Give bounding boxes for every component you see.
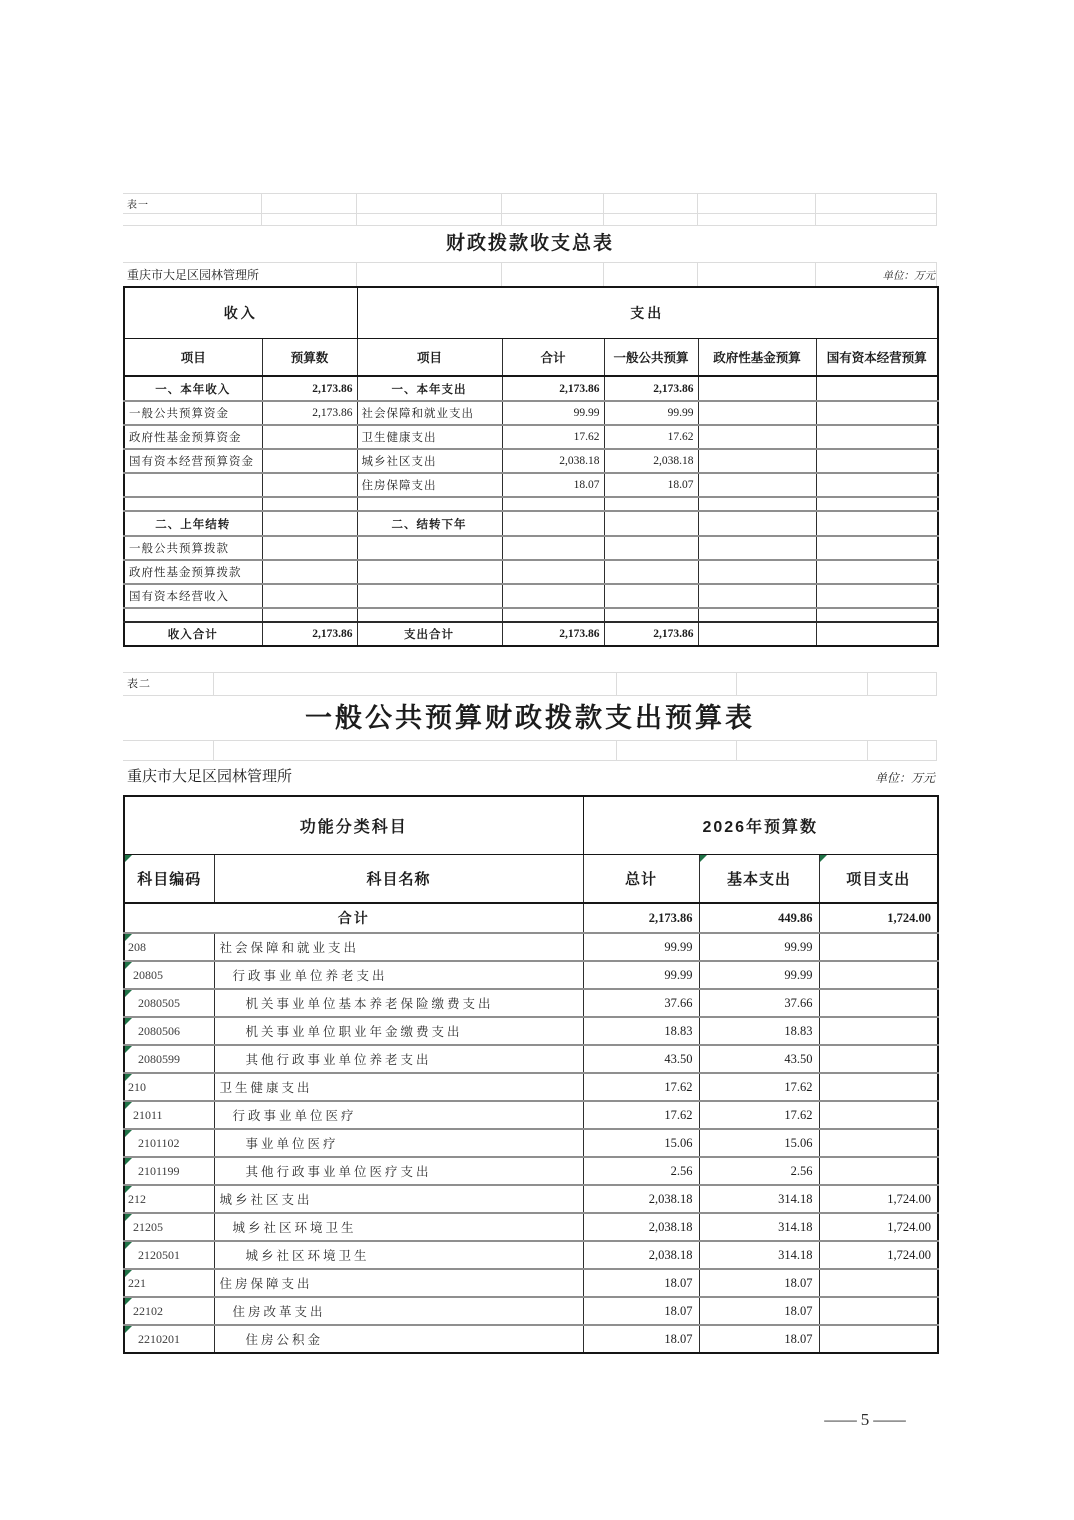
table-row: [124, 1269, 938, 1297]
gridline: [261, 193, 262, 225]
subject-code-cell: 221: [124, 1269, 214, 1297]
gridline: [616, 740, 617, 760]
error-indicator-icon: [700, 855, 707, 862]
subject-name-cell: 其他行政事业单位医疗支出: [214, 1157, 583, 1185]
amount-cell: [262, 584, 357, 608]
amount-cell: 2,038.18: [583, 1241, 699, 1269]
error-indicator-icon: [125, 1018, 132, 1025]
gridline: [501, 193, 502, 225]
col-header-project-expense: [819, 855, 938, 904]
subject-code-cell: 210: [124, 1073, 214, 1101]
error-indicator-icon: [125, 855, 132, 862]
amount-cell: 2.56: [699, 1157, 819, 1185]
table-row: [124, 401, 938, 425]
amount-cell: 15.06: [699, 1129, 819, 1157]
error-indicator-icon: [820, 855, 827, 862]
table-row: [124, 497, 938, 511]
table2-title: 一般公共预算财政拨款支出预算表: [305, 703, 755, 733]
amount-cell: [819, 1101, 938, 1129]
amount-cell: [816, 584, 938, 608]
subject-code-cell: 21011: [124, 1101, 214, 1129]
gridline: [736, 740, 737, 760]
amount-cell: [604, 584, 698, 608]
subject-code-cell: 20805: [124, 961, 214, 989]
subject-name-cell: 住房公积金: [214, 1325, 583, 1353]
amount-cell: 314.18: [699, 1241, 819, 1269]
amount-cell: 2,038.18: [583, 1185, 699, 1213]
amount-cell: [819, 933, 938, 961]
amount-cell: [502, 511, 604, 536]
grand-total-row: [124, 903, 938, 933]
table-group-header-row: [124, 287, 938, 339]
gridline: [867, 740, 868, 760]
amount-cell: [604, 511, 698, 536]
amount-cell: 17.62: [502, 425, 604, 449]
amount-cell: [819, 1157, 938, 1185]
subject-name-cell: 行政事业单位养老支出: [214, 961, 583, 989]
amount-cell: 99.99: [583, 961, 699, 989]
item-cell: 一般公共预算资金: [124, 401, 262, 425]
item-cell: [357, 584, 502, 608]
item-cell: 住房保障支出: [357, 473, 502, 497]
amount-cell: [502, 560, 604, 584]
amount-cell: [819, 1129, 938, 1157]
table-header-row: [124, 855, 938, 904]
subject-code-cell: 22102: [124, 1297, 214, 1325]
amount-cell: [502, 608, 604, 622]
gridline: [501, 262, 502, 286]
subject-name-cell: 卫生健康支出: [214, 1073, 583, 1101]
gridline: [697, 193, 698, 225]
item-cell: 一般公共预算拨款: [124, 536, 262, 560]
table-row: [124, 425, 938, 449]
col-header-total: [583, 855, 699, 904]
amount-cell: [819, 1017, 938, 1045]
gridline: [123, 740, 937, 741]
subject-name-cell: 其他行政事业单位养老支出: [214, 1045, 583, 1073]
amount-cell: 18.07: [699, 1269, 819, 1297]
amount-cell: [816, 401, 938, 425]
gridline: [603, 262, 604, 286]
error-indicator-icon: [125, 1298, 132, 1305]
public-budget-expenditure-table: [123, 795, 939, 1354]
gridline: [936, 740, 937, 760]
error-indicator-icon: [125, 1186, 132, 1193]
error-indicator-icon: [125, 934, 132, 941]
amount-cell: 2,173.86: [502, 376, 604, 401]
table-row: [124, 608, 938, 622]
col-header-total: 合计: [502, 339, 604, 377]
table-row: [124, 1325, 938, 1353]
amount-cell: [262, 425, 357, 449]
amount-cell: 2,173.86: [604, 376, 698, 401]
header-label: 基本支出: [727, 871, 792, 888]
table-row: [124, 1241, 938, 1269]
item-cell: [357, 560, 502, 584]
subject-code-cell: 2101199: [124, 1157, 214, 1185]
error-indicator-icon: [125, 1158, 132, 1165]
table1-body: [124, 376, 938, 646]
item-cell: 政府性基金预算资金: [124, 425, 262, 449]
amount-cell: 15.06: [583, 1129, 699, 1157]
amount-cell: [502, 584, 604, 608]
item-cell: [124, 473, 262, 497]
item-cell: 城乡社区支出: [357, 449, 502, 473]
table-row: [124, 449, 938, 473]
gridline: [123, 225, 937, 226]
amount-cell: 18.07: [604, 473, 698, 497]
amount-cell: 18.07: [699, 1325, 819, 1353]
table-row: [124, 511, 938, 536]
table2-tag: 表二: [127, 678, 151, 690]
footer-page-value: 5: [860, 1410, 870, 1429]
amount-cell: 1,724.00: [819, 903, 938, 933]
amount-cell: [698, 449, 816, 473]
amount-cell: [502, 497, 604, 511]
error-indicator-icon: [125, 1242, 132, 1249]
amount-cell: 18.07: [502, 473, 604, 497]
amount-cell: 2,173.86: [502, 622, 604, 646]
amount-cell: 2,038.18: [502, 449, 604, 473]
amount-cell: [604, 608, 698, 622]
gridline: [936, 193, 937, 225]
amount-cell: 43.50: [583, 1045, 699, 1073]
amount-cell: [816, 497, 938, 511]
amount-cell: [262, 608, 357, 622]
budget-year-group-header: 2026年预算数: [583, 796, 938, 855]
header-label: 科目编码: [137, 871, 202, 888]
amount-cell: 18.07: [583, 1297, 699, 1325]
amount-cell: [698, 401, 816, 425]
footer-dash-left: —: [824, 1410, 857, 1429]
amount-cell: 99.99: [604, 401, 698, 425]
subject-code-cell: 2210201: [124, 1325, 214, 1353]
table-row: [124, 536, 938, 560]
amount-cell: [698, 511, 816, 536]
error-indicator-icon: [125, 1074, 132, 1081]
table-row: [124, 1185, 938, 1213]
amount-cell: 18.83: [699, 1017, 819, 1045]
table-row: [124, 1017, 938, 1045]
amount-cell: [262, 473, 357, 497]
amount-cell: [604, 536, 698, 560]
table-row: [124, 933, 938, 961]
table-row: [124, 584, 938, 608]
item-cell: 收入合计: [124, 622, 262, 646]
item-cell: 卫生健康支出: [357, 425, 502, 449]
amount-cell: 37.66: [699, 989, 819, 1017]
amount-cell: [698, 497, 816, 511]
amount-cell: [816, 560, 938, 584]
error-indicator-icon: [125, 1102, 132, 1109]
table-row: [124, 1101, 938, 1129]
subject-code-cell: 212: [124, 1185, 214, 1213]
amount-cell: [698, 536, 816, 560]
amount-cell: 2,173.86: [583, 903, 699, 933]
gridline: [815, 262, 816, 286]
amount-cell: 1,724.00: [819, 1213, 938, 1241]
header-label: 项目支出: [846, 871, 911, 888]
col-header-gov-fund: 政府性基金预算: [698, 339, 816, 377]
amount-cell: 43.50: [699, 1045, 819, 1073]
table-row: [124, 473, 938, 497]
amount-cell: 37.66: [583, 989, 699, 1017]
amount-cell: 2,173.86: [604, 622, 698, 646]
gridline: [815, 193, 816, 225]
item-cell: 一、本年收入: [124, 376, 262, 401]
subject-name-cell: 城乡社区环境卫生: [214, 1241, 583, 1269]
table2-org-name: 重庆市大足区园林管理所: [127, 768, 293, 785]
subject-name-cell: 行政事业单位医疗: [214, 1101, 583, 1129]
subject-name-cell: 城乡社区环境卫生: [214, 1213, 583, 1241]
expense-group-header: 支出: [357, 287, 938, 339]
amount-cell: 2,173.86: [262, 376, 357, 401]
table-row: [124, 989, 938, 1017]
amount-cell: [262, 449, 357, 473]
amount-cell: 18.83: [583, 1017, 699, 1045]
amount-cell: [698, 425, 816, 449]
amount-cell: [698, 622, 816, 646]
item-cell: 政府性基金预算拨款: [124, 560, 262, 584]
gridline: [616, 672, 617, 695]
subject-name-cell: 机关事业单位职业年金缴费支出: [214, 1017, 583, 1045]
subject-code-cell: 2080599: [124, 1045, 214, 1073]
amount-cell: [816, 536, 938, 560]
gridline: [697, 262, 698, 286]
item-cell: [124, 608, 262, 622]
amount-cell: [698, 376, 816, 401]
subject-code-cell: 2120501: [124, 1241, 214, 1269]
col-header-item2: 项目: [357, 339, 502, 377]
subject-code-cell: 21205: [124, 1213, 214, 1241]
amount-cell: 17.62: [604, 425, 698, 449]
amount-cell: [816, 511, 938, 536]
table2-unit-label: 单位：万元: [874, 771, 935, 785]
subject-name-cell: 住房改革支出: [214, 1297, 583, 1325]
gridline: [213, 672, 214, 695]
table-row: [124, 1129, 938, 1157]
item-cell: 二、结转下年: [357, 511, 502, 536]
amount-cell: [819, 989, 938, 1017]
gridline: [356, 193, 357, 225]
amount-cell: [819, 1325, 938, 1353]
amount-cell: [816, 622, 938, 646]
subject-name-cell: 住房保障支出: [214, 1269, 583, 1297]
item-cell: [357, 497, 502, 511]
error-indicator-icon: [125, 1214, 132, 1221]
total-label-cell: 合计: [124, 903, 583, 933]
gridline: [867, 672, 868, 695]
amount-cell: 2,038.18: [583, 1213, 699, 1241]
table-row: [124, 1045, 938, 1073]
gridline: [936, 672, 937, 695]
amount-cell: [816, 425, 938, 449]
amount-cell: 2,038.18: [604, 449, 698, 473]
amount-cell: [698, 584, 816, 608]
header-label: 总计: [625, 871, 658, 888]
subject-code-cell: 2080506: [124, 1017, 214, 1045]
item-cell: [357, 536, 502, 560]
amount-cell: 2,173.86: [262, 622, 357, 646]
table-header-row: [124, 339, 938, 377]
gridline: [356, 262, 357, 286]
error-indicator-icon: [125, 1326, 132, 1333]
amount-cell: [262, 497, 357, 511]
gridline: [213, 740, 214, 760]
function-class-group-header: 功能分类科目: [124, 796, 583, 855]
page-number: [780, 1410, 950, 1430]
table-row: [124, 1297, 938, 1325]
amount-cell: [502, 536, 604, 560]
item-cell: 支出合计: [357, 622, 502, 646]
gridline: [123, 672, 937, 673]
amount-cell: 99.99: [699, 933, 819, 961]
amount-cell: 314.18: [699, 1185, 819, 1213]
amount-cell: 99.99: [699, 961, 819, 989]
col-header-basic-expense: [699, 855, 819, 904]
amount-cell: 17.62: [699, 1101, 819, 1129]
error-indicator-icon: [125, 1046, 132, 1053]
amount-cell: 18.07: [699, 1297, 819, 1325]
fiscal-appropriation-summary-table: [123, 286, 939, 647]
gridline: [123, 760, 937, 761]
amount-cell: [819, 1269, 938, 1297]
amount-cell: 99.99: [583, 933, 699, 961]
subject-name-cell: 机关事业单位基本养老保险缴费支出: [214, 989, 583, 1017]
item-cell: 国有资本经营收入: [124, 584, 262, 608]
item-cell: 社会保障和就业支出: [357, 401, 502, 425]
table-row: [124, 1073, 938, 1101]
amount-cell: 17.62: [699, 1073, 819, 1101]
item-cell: 一、本年支出: [357, 376, 502, 401]
amount-cell: 18.07: [583, 1269, 699, 1297]
amount-cell: 99.99: [502, 401, 604, 425]
item-cell: [357, 608, 502, 622]
amount-cell: [816, 473, 938, 497]
amount-cell: 2.56: [583, 1157, 699, 1185]
error-indicator-icon: [125, 990, 132, 997]
income-group-header: 收入: [124, 287, 357, 339]
amount-cell: [262, 560, 357, 584]
table-row: [124, 560, 938, 584]
item-cell: [124, 497, 262, 511]
table-row: [124, 622, 938, 646]
table1-tag: 表一: [127, 200, 149, 211]
subject-code-cell: 2101102: [124, 1129, 214, 1157]
amount-cell: [819, 1297, 938, 1325]
col-header-item: 项目: [124, 339, 262, 377]
amount-cell: 1,724.00: [819, 1241, 938, 1269]
subject-code-cell: 208: [124, 933, 214, 961]
table-row: [124, 1157, 938, 1185]
amount-cell: [262, 536, 357, 560]
amount-cell: 1,724.00: [819, 1185, 938, 1213]
col-header-public-budget: 一般公共预算: [604, 339, 698, 377]
col-header-subject-code: [124, 855, 214, 904]
amount-cell: [819, 961, 938, 989]
gridline: [123, 695, 937, 696]
amount-cell: 18.07: [583, 1325, 699, 1353]
table-row: [124, 376, 938, 401]
table-group-header-row: [124, 796, 938, 855]
error-indicator-icon: [125, 962, 132, 969]
amount-cell: 314.18: [699, 1213, 819, 1241]
subject-name-cell: 社会保障和就业支出: [214, 933, 583, 961]
amount-cell: 449.86: [699, 903, 819, 933]
table1-org-name: 重庆市大足区园林管理所: [127, 268, 260, 282]
header-label: 科目名称: [366, 871, 431, 888]
table1-title: 财政拨款收支总表: [445, 233, 614, 254]
col-header-state-capital: 国有资本经营预算: [816, 339, 938, 377]
item-cell: 二、上年结转: [124, 511, 262, 536]
amount-cell: [819, 1045, 938, 1073]
gridline: [736, 672, 737, 695]
amount-cell: [819, 1073, 938, 1101]
error-indicator-icon: [125, 1130, 132, 1137]
gridline: [936, 262, 937, 286]
amount-cell: 2,173.86: [262, 401, 357, 425]
table-row: [124, 961, 938, 989]
gridline: [603, 193, 604, 225]
table-row: [124, 1213, 938, 1241]
amount-cell: [604, 497, 698, 511]
table1-unit-label: 单位：万元: [882, 271, 935, 282]
amount-cell: [604, 560, 698, 584]
amount-cell: [698, 560, 816, 584]
subject-name-cell: 事业单位医疗: [214, 1129, 583, 1157]
amount-cell: [262, 511, 357, 536]
amount-cell: [698, 608, 816, 622]
subject-code-cell: 2080505: [124, 989, 214, 1017]
col-header-budget: 预算数: [262, 339, 357, 377]
amount-cell: [816, 608, 938, 622]
amount-cell: 17.62: [583, 1101, 699, 1129]
subject-name-cell: 城乡社区支出: [214, 1185, 583, 1213]
amount-cell: 17.62: [583, 1073, 699, 1101]
error-indicator-icon: [125, 1270, 132, 1277]
amount-cell: [816, 449, 938, 473]
amount-cell: [816, 376, 938, 401]
item-cell: 国有资本经营预算资金: [124, 449, 262, 473]
col-header-subject-name: [214, 855, 583, 904]
amount-cell: [698, 473, 816, 497]
footer-dash-right: —: [873, 1410, 906, 1429]
table2-body: [124, 903, 938, 1353]
